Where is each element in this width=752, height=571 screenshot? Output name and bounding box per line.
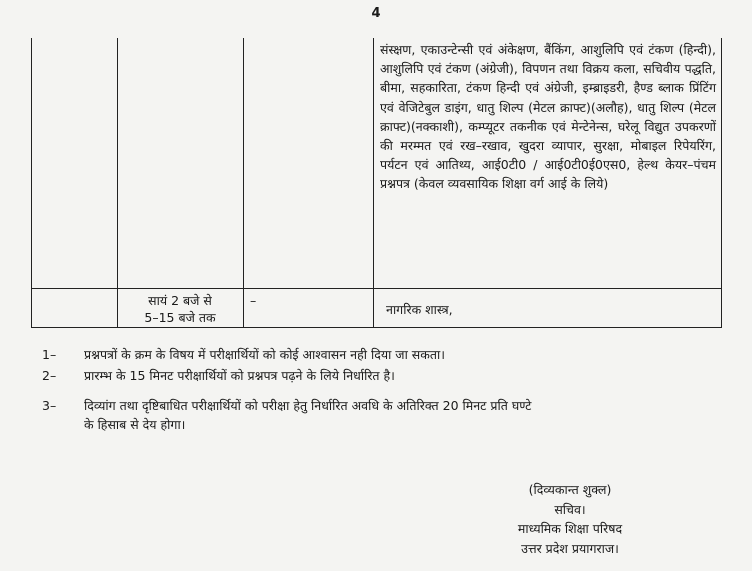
table-cell-subjects: संस्क्षण, एकाउन्टेन्सी एवं अंकेक्षण, बैंकिंग, आशुलिपि एवं टंकण (हिन्दी), आशुलिपि एवं टंकण (अंग्रेजी), विपणन तथा विक्रय कला, सचिवीय पद्धति, बीमा, सहकारिता, टंकण हिन्दी एवं अंग्रेजी, इम्ब्राइडरी, हैण्ड ब्लाक प्रिंटिंग एवं वेजिटेबुल डाइंग, धातु शिल्प (मेटल क्राफ्ट)(अलौह), धातु शिल्प (मेटल क्राफ्ट)(नक्काशी), कम्प्यूटर तकनीक एवं मेन्टेनेन्स, घरेलू विद्युत उपकरणों की मरम्मत एवं रख–रखाव, खुदरा व्यापार, सुरक्षा, मोबाइल रिपेयरिंग, पर्यटन एवं आतिथ्य, आई0टी0 / आई0टी0ई0एस0, हेल्थ केयर–पंचम प्रश्नपत्र (केवल व्यवसायिक शिक्षा वर्ग आई के लिये) — [380, 42, 716, 192]
signature-block — [490, 480, 650, 558]
table-border-bottom — [31, 327, 722, 328]
note-text: के हिसाब से देय होगा। — [84, 417, 186, 432]
row-divider — [31, 288, 722, 289]
table-border-right — [721, 38, 722, 328]
signatory-designation: सचिव। — [554, 501, 586, 517]
column-divider — [243, 38, 244, 328]
note-number: 1– — [42, 347, 57, 362]
column-divider — [117, 38, 118, 328]
time-line: 5–15 बजे तक — [144, 310, 216, 325]
signatory-place: उत्तर प्रदेश प्रयागराज। — [521, 540, 619, 556]
table-cell-code: – — [250, 293, 257, 308]
signatory-name: (दिव्यकान्त शुक्ल) — [528, 482, 612, 497]
time-line: सायं 2 बजे से — [148, 293, 212, 308]
exam-schedule-table — [31, 38, 722, 328]
page-number: 4 — [371, 6, 381, 21]
note-number: 2– — [42, 368, 57, 383]
signatory-organization: माध्यमिक शिक्षा परिषद — [517, 521, 623, 536]
note-number: 3– — [42, 398, 57, 413]
table-cell-time — [119, 292, 241, 326]
table-cell-subjects: नागरिक शास्त्र, — [386, 302, 453, 317]
table-border-left — [31, 38, 32, 328]
note-text: प्रारम्भ के 15 मिनट परीक्षार्थियों को प्रश्नपत्र पढ़ने के लिये निर्धारित है। — [84, 368, 395, 383]
note-text: दिव्यांग तथा दृष्टिबाधित परीक्षार्थियों को परीक्षा हेतु निर्धारित अवधि के अतिरिक्त 20 मिनट प्रति घण्टे — [84, 398, 532, 413]
column-divider — [373, 38, 374, 328]
note-text: प्रश्नपत्रों के क्रम के विषय में परीक्षार्थियों को कोई आश्वासन नही दिया जा सकता। — [84, 347, 445, 362]
